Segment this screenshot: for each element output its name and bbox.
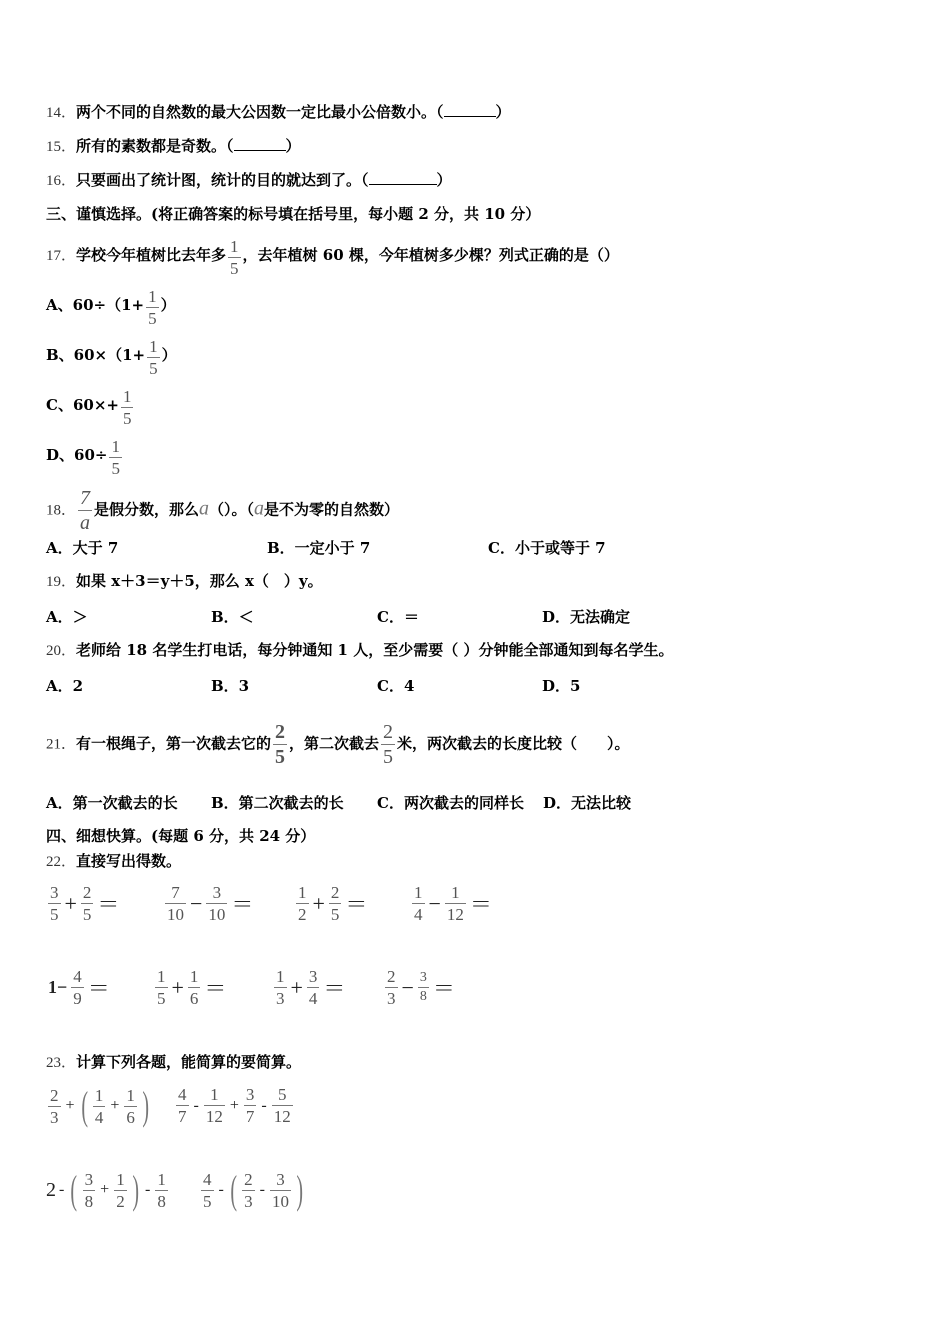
option-17-c[interactable] [46,388,135,427]
question-number: 16． [46,173,77,189]
operator: - [261,1096,267,1114]
fraction: $\frac{5}{12}$ [273,1085,291,1126]
calc-22-6 [153,968,228,1007]
option-17-b[interactable] [46,338,177,377]
calc-22-3 [294,884,369,923]
fraction: $\frac{1}{3}$ [276,967,285,1008]
question-text: 只要画出了统计图，统计的目的就达到了。（ [76,171,369,189]
fraction: $\frac{7}{a}$ [80,487,91,534]
operator: + [171,974,184,1000]
question-22 [46,851,181,872]
fraction: $\frac{1}{8}$ [157,1169,166,1211]
calc-22-2 [163,884,255,923]
calc-23-2 [174,1086,295,1125]
question-text: 如果 x＋3＝y＋5，那么 x（ ）y。 [76,572,323,590]
fraction: $\frac{3}{5}$ [50,883,59,924]
operator: - [59,1181,65,1198]
option-label: C、60×+ [46,396,119,414]
operator: + [65,1097,75,1114]
option-20-c[interactable]: C．4 [377,677,415,695]
left-paren: ( [230,1167,237,1212]
fraction: $\frac{2}{5}$ [275,721,286,768]
calc-22-5 [46,968,112,1007]
option-19-c[interactable]: C．＝ [377,608,419,626]
fraction: $\frac{4}{7}$ [178,1085,187,1126]
fraction: $\frac{3}{8}$ [419,970,427,1004]
fraction: $\frac{1}{5}$ [230,237,239,278]
fraction: $\frac{2}{3}$ [50,1085,59,1127]
right-paren: ) [132,1167,139,1212]
operator: − [428,890,441,916]
fraction: $\frac{2}{5}$ [82,883,92,924]
operator: + [100,1181,110,1198]
question-18 [46,488,399,533]
operator: + [229,1096,239,1114]
question-number: 19． [46,574,77,590]
question-text: 直接写出得数。 [76,852,182,870]
fraction: $\frac{4}{9}$ [73,967,82,1008]
calc-22-4 [410,884,494,923]
calc-23-3 [46,1167,170,1212]
answer-blank[interactable] [444,102,496,117]
equals: ＝ [345,892,368,917]
fraction: $\frac{3}{10}$ [208,883,226,924]
fraction: $\frac{1}{5}$ [148,287,157,328]
option-19-d[interactable]: D．无法确定 [542,608,631,626]
section-4-title: 四、细想快算。(每题 6 分，共 24 分） [46,827,316,845]
question-20 [46,640,673,661]
option-17-d[interactable] [46,438,124,477]
option-20-d[interactable]: D．5 [542,677,581,695]
question-number: 14． [46,105,77,121]
option-label: A、60÷（1+ [46,296,145,314]
question-23 [46,1052,301,1073]
option-label: B、60×（1+ [46,346,146,364]
fraction: $\frac{2}{5}$ [383,721,394,768]
option-tail: ） [160,296,176,314]
question-16 [46,170,452,191]
section-3-title: 三、谨慎选择。(将正确答案的标号填在括号里，每小题 2 分，共 10 分） [46,205,541,223]
variable-a: a [199,497,210,520]
option-21-c[interactable]: C．两次截去的同样长 [377,794,524,812]
option-19-a[interactable]: A．＞ [46,608,88,626]
calc-22-7 [272,968,347,1007]
whole-number: 1− [48,977,68,997]
question-text: 老师给 18 名学生打电话，每分钟通知 1 人，至少需要（ ）分钟能全部通知到每名学生。 [76,641,674,659]
question-14 [46,102,511,123]
left-paren: ( [70,1167,78,1212]
question-17 [46,238,619,277]
answer-blank[interactable] [369,170,437,185]
operator: - [259,1181,265,1198]
question-text: ，去年植树 60 棵，今年植树多少棵？列式正确的是（） [242,246,619,264]
option-21-a[interactable]: A．第一次截去的长 [46,794,178,812]
fraction: $\frac{4}{5}$ [203,1169,212,1211]
question-19 [46,571,323,592]
fraction: $\frac{1}{2}$ [116,1169,125,1211]
equals: ＝ [323,976,346,1001]
fraction: $\frac{3}{4}$ [308,967,318,1008]
question-21 [46,722,630,767]
fraction: $\frac{2}{3}$ [244,1169,253,1211]
question-text: 是不为零的自然数） [264,500,400,519]
option-label: D、60÷ [46,446,108,464]
fraction: $\frac{1}{5}$ [122,387,132,428]
right-paren: ) [142,1083,149,1128]
question-text: ，第二次截去 [289,734,380,753]
option-21-b[interactable]: B．第二次截去的长 [211,794,344,812]
equals: ＝ [469,892,492,917]
operator: − [401,974,414,1000]
operator: - [218,1181,224,1198]
calc-22-8 [383,968,457,1007]
operator: - [193,1096,199,1114]
question-number: 22． [46,854,77,870]
fraction: $\frac{1}{5}$ [157,967,166,1008]
fraction: $\frac{1}{4}$ [414,883,423,924]
option-tail: ） [161,346,177,364]
question-number: 18． [46,502,77,519]
fraction: $\frac{1}{5}$ [111,437,120,478]
fraction: $\frac{1}{4}$ [94,1085,104,1127]
fraction: $\frac{3}{10}$ [271,1169,289,1211]
question-text: 米，两次截去的长度比较（ ）。 [397,734,630,753]
option-18-a[interactable]: A．大于 7 [46,539,119,557]
equals: ＝ [231,892,254,917]
equals: ＝ [97,892,120,917]
option-21-d[interactable]: D．无法比较 [543,794,632,812]
right-paren: ) [296,1167,303,1212]
fraction: $\frac{3}{8}$ [84,1169,94,1211]
operator: + [110,1097,120,1114]
calc-23-4 [199,1167,306,1212]
option-18-c[interactable]: C．小于或等于 7 [488,539,606,557]
fraction: $\frac{1}{2}$ [298,883,307,924]
operator: - [145,1181,151,1198]
question-text: 有一根绳子，第一次截去它的 [76,734,272,753]
fraction: $\frac{1}{5}$ [149,337,158,378]
fraction: $\frac{2}{3}$ [387,967,396,1008]
question-number: 23． [46,1055,77,1071]
variable-a: a [254,497,265,520]
question-text: 两个不同的自然数的最大公因数一定比最小公倍数小。（ [76,103,444,121]
equals: ＝ [432,976,455,1001]
close-paren: ） [495,103,511,121]
option-17-a[interactable] [46,288,176,327]
question-number: 20． [46,643,77,659]
operator: − [190,890,203,916]
fraction: $\frac{1}{6}$ [189,967,199,1008]
operator: + [312,890,325,916]
question-text: 所有的素数都是奇数。（ [76,137,234,155]
question-text: 学校今年植树比去年多 [76,246,227,264]
option-18-b[interactable]: B．一定小于 7 [267,539,371,557]
fraction: $\frac{3}{7}$ [245,1085,255,1126]
question-text: 计算下列各题，能简算的要简算。 [76,1053,302,1071]
answer-blank[interactable] [234,136,286,151]
question-text: （）。（ [209,500,255,519]
equals: ＝ [87,976,110,1001]
equals: ＝ [204,976,227,1001]
question-number: 15． [46,139,77,155]
fraction: $\frac{1}{6}$ [126,1085,135,1127]
option-19-b[interactable]: B．＜ [211,608,254,626]
question-number: 17． [46,248,77,264]
question-15 [46,136,301,157]
close-paren: ） [285,137,301,155]
option-20-a[interactable]: A．2 [46,677,84,695]
calc-23-1 [46,1083,152,1128]
fraction: $\frac{1}{12}$ [446,883,464,924]
operator: + [64,890,77,916]
close-paren: ） [436,171,452,189]
calc-22-1 [46,884,121,923]
left-paren: ( [80,1083,88,1128]
whole-number: 2 [46,1178,56,1201]
fraction: $\frac{2}{5}$ [330,883,340,924]
option-20-b[interactable]: B．3 [211,677,250,695]
fraction: $\frac{7}{10}$ [167,883,184,924]
question-text: 是假分数，那么 [94,500,200,519]
fraction: $\frac{1}{12}$ [205,1085,223,1126]
operator: + [290,974,303,1000]
question-number: 21． [46,736,77,753]
